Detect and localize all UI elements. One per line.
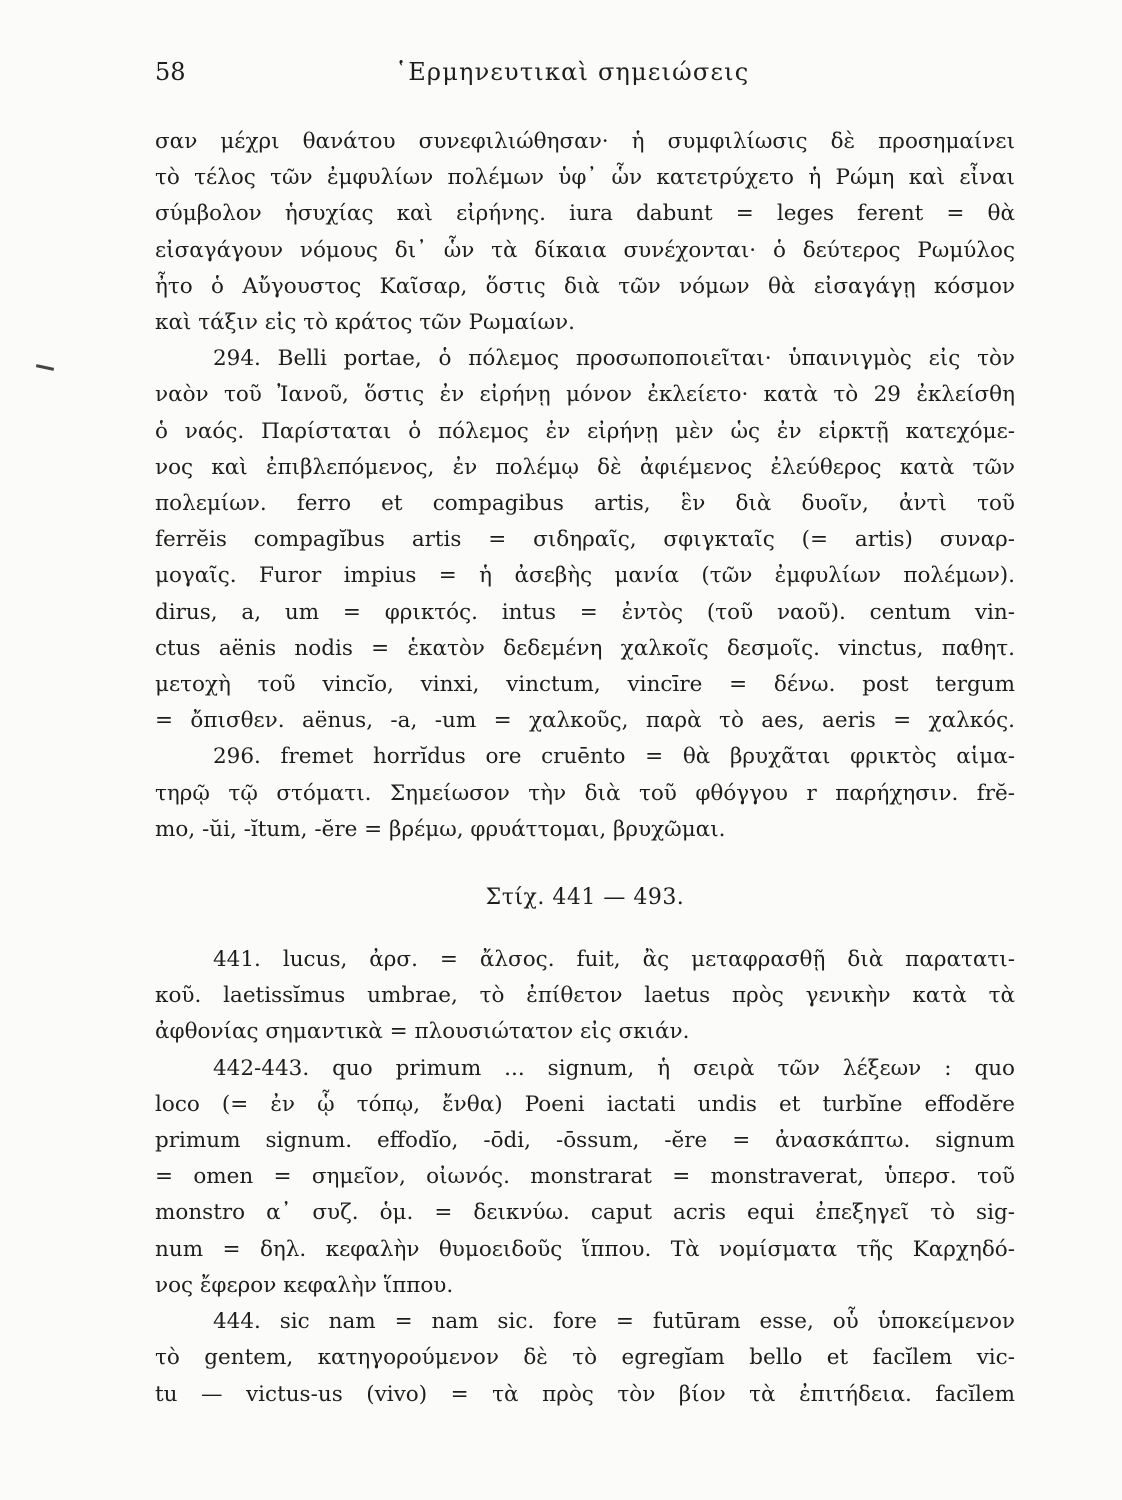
text-line: μετοχὴ τοῦ vincĭo, vinxi, vinctum, vincīre = δένω. post tergum <box>155 672 1015 698</box>
text-line: num = δηλ. κεφαλὴν θυμοειδοῦς ἵππου. Τὰ νομίσματα τῆς Καρχηδό- <box>155 1236 1015 1262</box>
text-line: loco (= ἐν ᾧ τόπῳ, ἔνθα) Poeni iactati undis et turbĭne effodĕre <box>155 1091 1015 1117</box>
text-line: τὸ τέλος τῶν ἐμφυλίων πολέμων ὑφ᾽ ὧν κατετρύχετο ἡ Ρώμη καὶ εἶναι <box>155 165 1015 191</box>
text-line: mo, -ŭi, -ĭtum, -ĕre = βρέμω, φρυάττομαι, βρυχῶμαι. <box>155 816 726 842</box>
text-line: = omen = σημεῖον, οἰωνός. monstrarat = monstraverat, ὑπερσ. τοῦ <box>155 1164 1015 1190</box>
text-line: 294. Belli portae, ὁ πόλεμος προσωποποιεῖται· ὑπαινιγμὸς εἰς τὸν <box>213 346 1015 372</box>
text-line: τὸ gentem, κατηγορούμενον δὲ τὸ egregĭam bello et facĭlem vic- <box>155 1345 1015 1371</box>
margin-mark <box>36 364 54 371</box>
text-line: 442-443. quo primum ... signum, ἡ σειρὰ τῶν λέξεων : quo <box>213 1055 1015 1081</box>
text-line: μογαῖς. Furor impius = ἡ ἀσεβὴς μανία (τῶν ἐμφυλίων πολέμων). <box>155 563 1015 589</box>
text-line: = ὄπισθεν. aënus, -a, -um = χαλκοῦς, παρὰ τὸ aes, aeris = χαλκός. <box>155 708 1015 734</box>
running-title: ῾Ερμηνευτικαὶ σημειώσεις <box>395 58 750 86</box>
section-heading: Στίχ. 441 — 493. <box>485 885 685 911</box>
text-line: dirus, a, um = φρικτός. intus = ἐντὸς (τοῦ ναοῦ). centum vin- <box>155 599 1015 625</box>
text-line: εἰσαγάγουν νόμους δι᾽ ὧν τὰ δίκαια συνέχονται· ὁ δεύτερος Ρωμύλος <box>155 237 1015 263</box>
text-line: νος καὶ ἐπιβλεπόμενος, ἐν πολέμῳ δὲ ἀφιέμενος ἐλεύθερος κατὰ τῶν <box>155 454 1015 480</box>
text-line: primum signum. effodĭo, -ōdi, -ōssum, -ĕre = ἀνασκάπτω. signum <box>155 1128 1015 1154</box>
body-text <box>155 124 1015 1413</box>
text-line: ferrĕis compagĭbus artis = σιδηραῖς, σφιγκταῖς (= artis) συναρ- <box>155 527 1015 553</box>
text-line: πολεμίων. ferro et compagibus artis, ἓν διὰ δυοῖν, ἀντὶ τοῦ <box>155 491 1015 517</box>
text-line: σαν μέχρι θανάτου συνεφιλιώθησαν· ἡ συμφιλίωσις δὲ προσημαίνει <box>155 129 1015 154</box>
text-line: 296. fremet horrĭdus ore cruēnto = θὰ βρυχᾶται φρικτὸς αἱμα- <box>213 744 1015 770</box>
text-line: κοῦ. laetissĭmus umbrae, τὸ ἐπίθετον laetus πρὸς γενικὴν κατὰ τὰ <box>155 983 1015 1009</box>
page-header <box>0 58 1122 98</box>
text-line: 444. sic nam = nam sic. fore = futūram esse, οὗ ὑποκείμενον <box>213 1309 1015 1335</box>
text-line: 441. lucus, ἀρσ. = ἄλσος. fuit, ἂς μεταφρασθῇ διὰ παρατατι- <box>213 947 1015 973</box>
text-line: ναὸν τοῦ Ἰανοῦ, ὅστις ἐν εἰρήνῃ μόνον ἐκλείετο· κατὰ τὸ 29 ἐκλείσθη <box>155 382 1015 408</box>
text-line: monstro α᾽ συζ. ὁμ. = δεικνύω. caput acris equi ἐπεξηγεῖ τὸ sig- <box>155 1200 1015 1226</box>
text-line: καὶ τάξιν εἰς τὸ κράτος τῶν Ρωμαίων. <box>155 310 575 336</box>
text-line: σύμβολον ἡσυχίας καὶ εἰρήνης. iura dabunt = leges ferent = θὰ <box>155 201 1015 227</box>
page-number: 58 <box>155 58 186 86</box>
text-line: τηρῷ τῷ στόματι. Σημείωσον τὴν διὰ τοῦ φθόγγου r παρήχησιν. frĕ- <box>155 780 1015 806</box>
text-line: νος ἔφερον κεφαλὴν ἵππου. <box>155 1272 454 1298</box>
text-line: tu — victus-us (vivo) = τὰ πρὸς τὸν βίον τὰ ἐπιτήδεια. facĭlem <box>155 1381 1015 1407</box>
text-line: ἀφθονίας σημαντικὰ = πλουσιώτατον εἰς σκιάν. <box>155 1019 690 1045</box>
text-line: ὁ ναός. Παρίσταται ὁ πόλεμος ἐν εἰρήνῃ μὲν ὡς ἐν εἱρκτῇ κατεχόμε- <box>155 418 1015 444</box>
text-line: ctus aënis nodis = ἑκατὸν δεδεμένη χαλκοῖς δεσμοῖς. vinctus, παθητ. <box>155 635 1015 661</box>
text-line: ἦτο ὁ Αὔγουστος Καῖσαρ, ὅστις διὰ τῶν νόμων θὰ εἰσαγάγῃ κόσμον <box>155 273 1015 299</box>
